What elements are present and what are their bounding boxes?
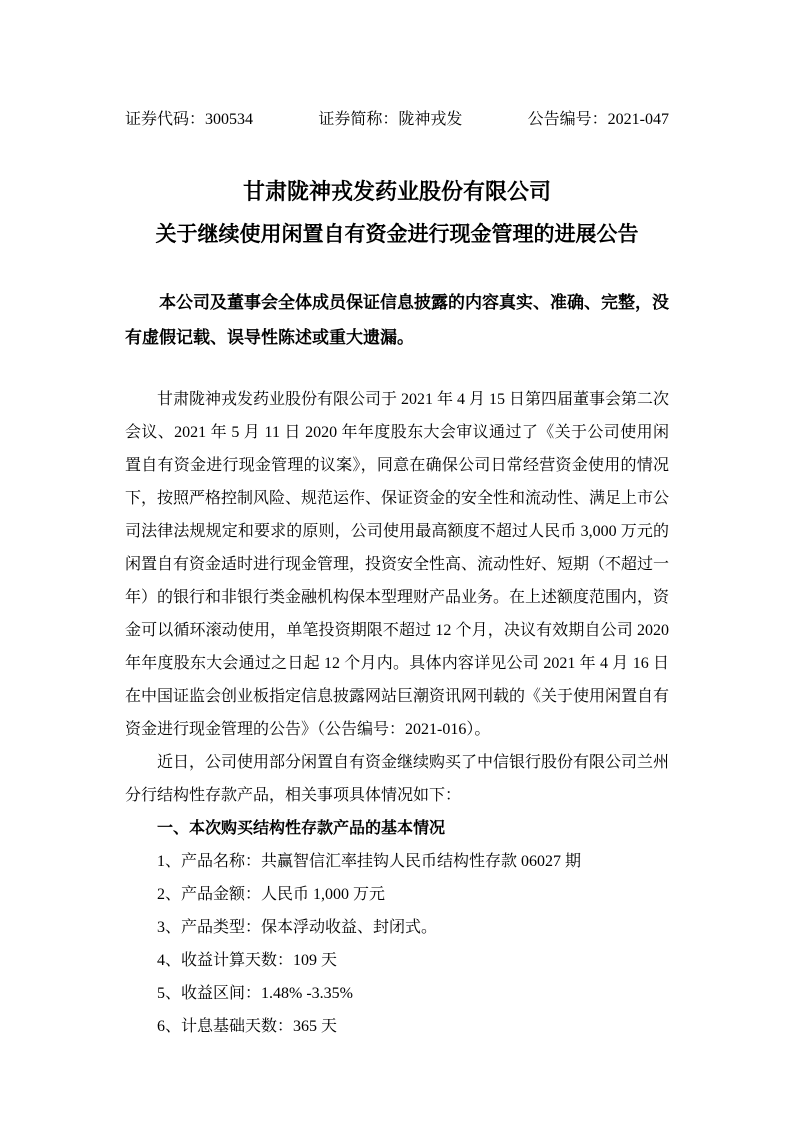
disclaimer-paragraph: 本公司及董事会全体成员保证信息披露的内容真实、准确、完整，没有虚假记载、误导性陈述或重大遗漏。 <box>125 293 669 347</box>
list-item-yield-range: 5、收益区间：1.48% -3.35% <box>157 985 353 1002</box>
list-item-product-type: 3、产品类型：保本浮动收益、封闭式。 <box>157 919 438 936</box>
section-heading: 一、本次购买结构性存款产品的基本情况 <box>157 820 446 837</box>
stock-code-label: 证券代码：300534 <box>125 111 254 128</box>
list-item-yield-days: 4、收益计算天数：109 天 <box>157 952 338 969</box>
body-paragraph-1: 甘肃陇神戎发药业股份有限公司于 2021 年 4 月 15 日第四届董事会第二次会议、2021 年 5 月 11 日 2020 年年度股东大会审议通过了《关于公司使用闲置自有资金进行现金管理的议案》，同意在确保公司日常经营资金使用的情况下，按照严格控制风险、规范运作、保证资金的安全性和流动性、满足上市公司法律法规规定和要求的原则，公司使用最高额度不超过人民币 3,000 万元的闲置自有资金适时进行现金管理，投资安全性高、流动性好、短期（不超过一年）的银行和非银行类金融机构保本型理财产品业务。在上述额度范围内，资金可以循环滚动使用，单笔投资期限不超过 12 个月，决议有效期自公司 2020 年年度股东大会通过之日起 12 个月内。具体内容详见公司 2021 年 4 月 16 日在中国证监会创业板指定信息披露网站巨潮资讯网刊载的《关于使用闲置自有资金进行现金管理的公告》（公告编号：2021-016）。 <box>125 391 670 738</box>
body-paragraph-2: 近日，公司使用部分闲置自有资金继续购买了中信银行股份有限公司兰州分行结构性存款产品，相关事项具体情况如下： <box>125 754 670 804</box>
stock-name-label: 证券简称：陇神戎发 <box>318 111 463 128</box>
list-item-product-amount: 2、产品金额：人民币 1,000 万元 <box>157 886 386 903</box>
list-item-product-name: 1、产品名称：共赢智信汇率挂钩人民币结构性存款 06027 期 <box>157 853 582 870</box>
document-header <box>125 108 669 132</box>
announcement-number-label: 公告编号：2021-047 <box>527 111 669 128</box>
announcement-title: 关于继续使用闲置自有资金进行现金管理的进展公告 <box>155 223 639 246</box>
company-name-title: 甘肃陇神戎发药业股份有限公司 <box>242 179 551 204</box>
list-item-interest-basis-days: 6、计息基础天数：365 天 <box>157 1018 338 1035</box>
